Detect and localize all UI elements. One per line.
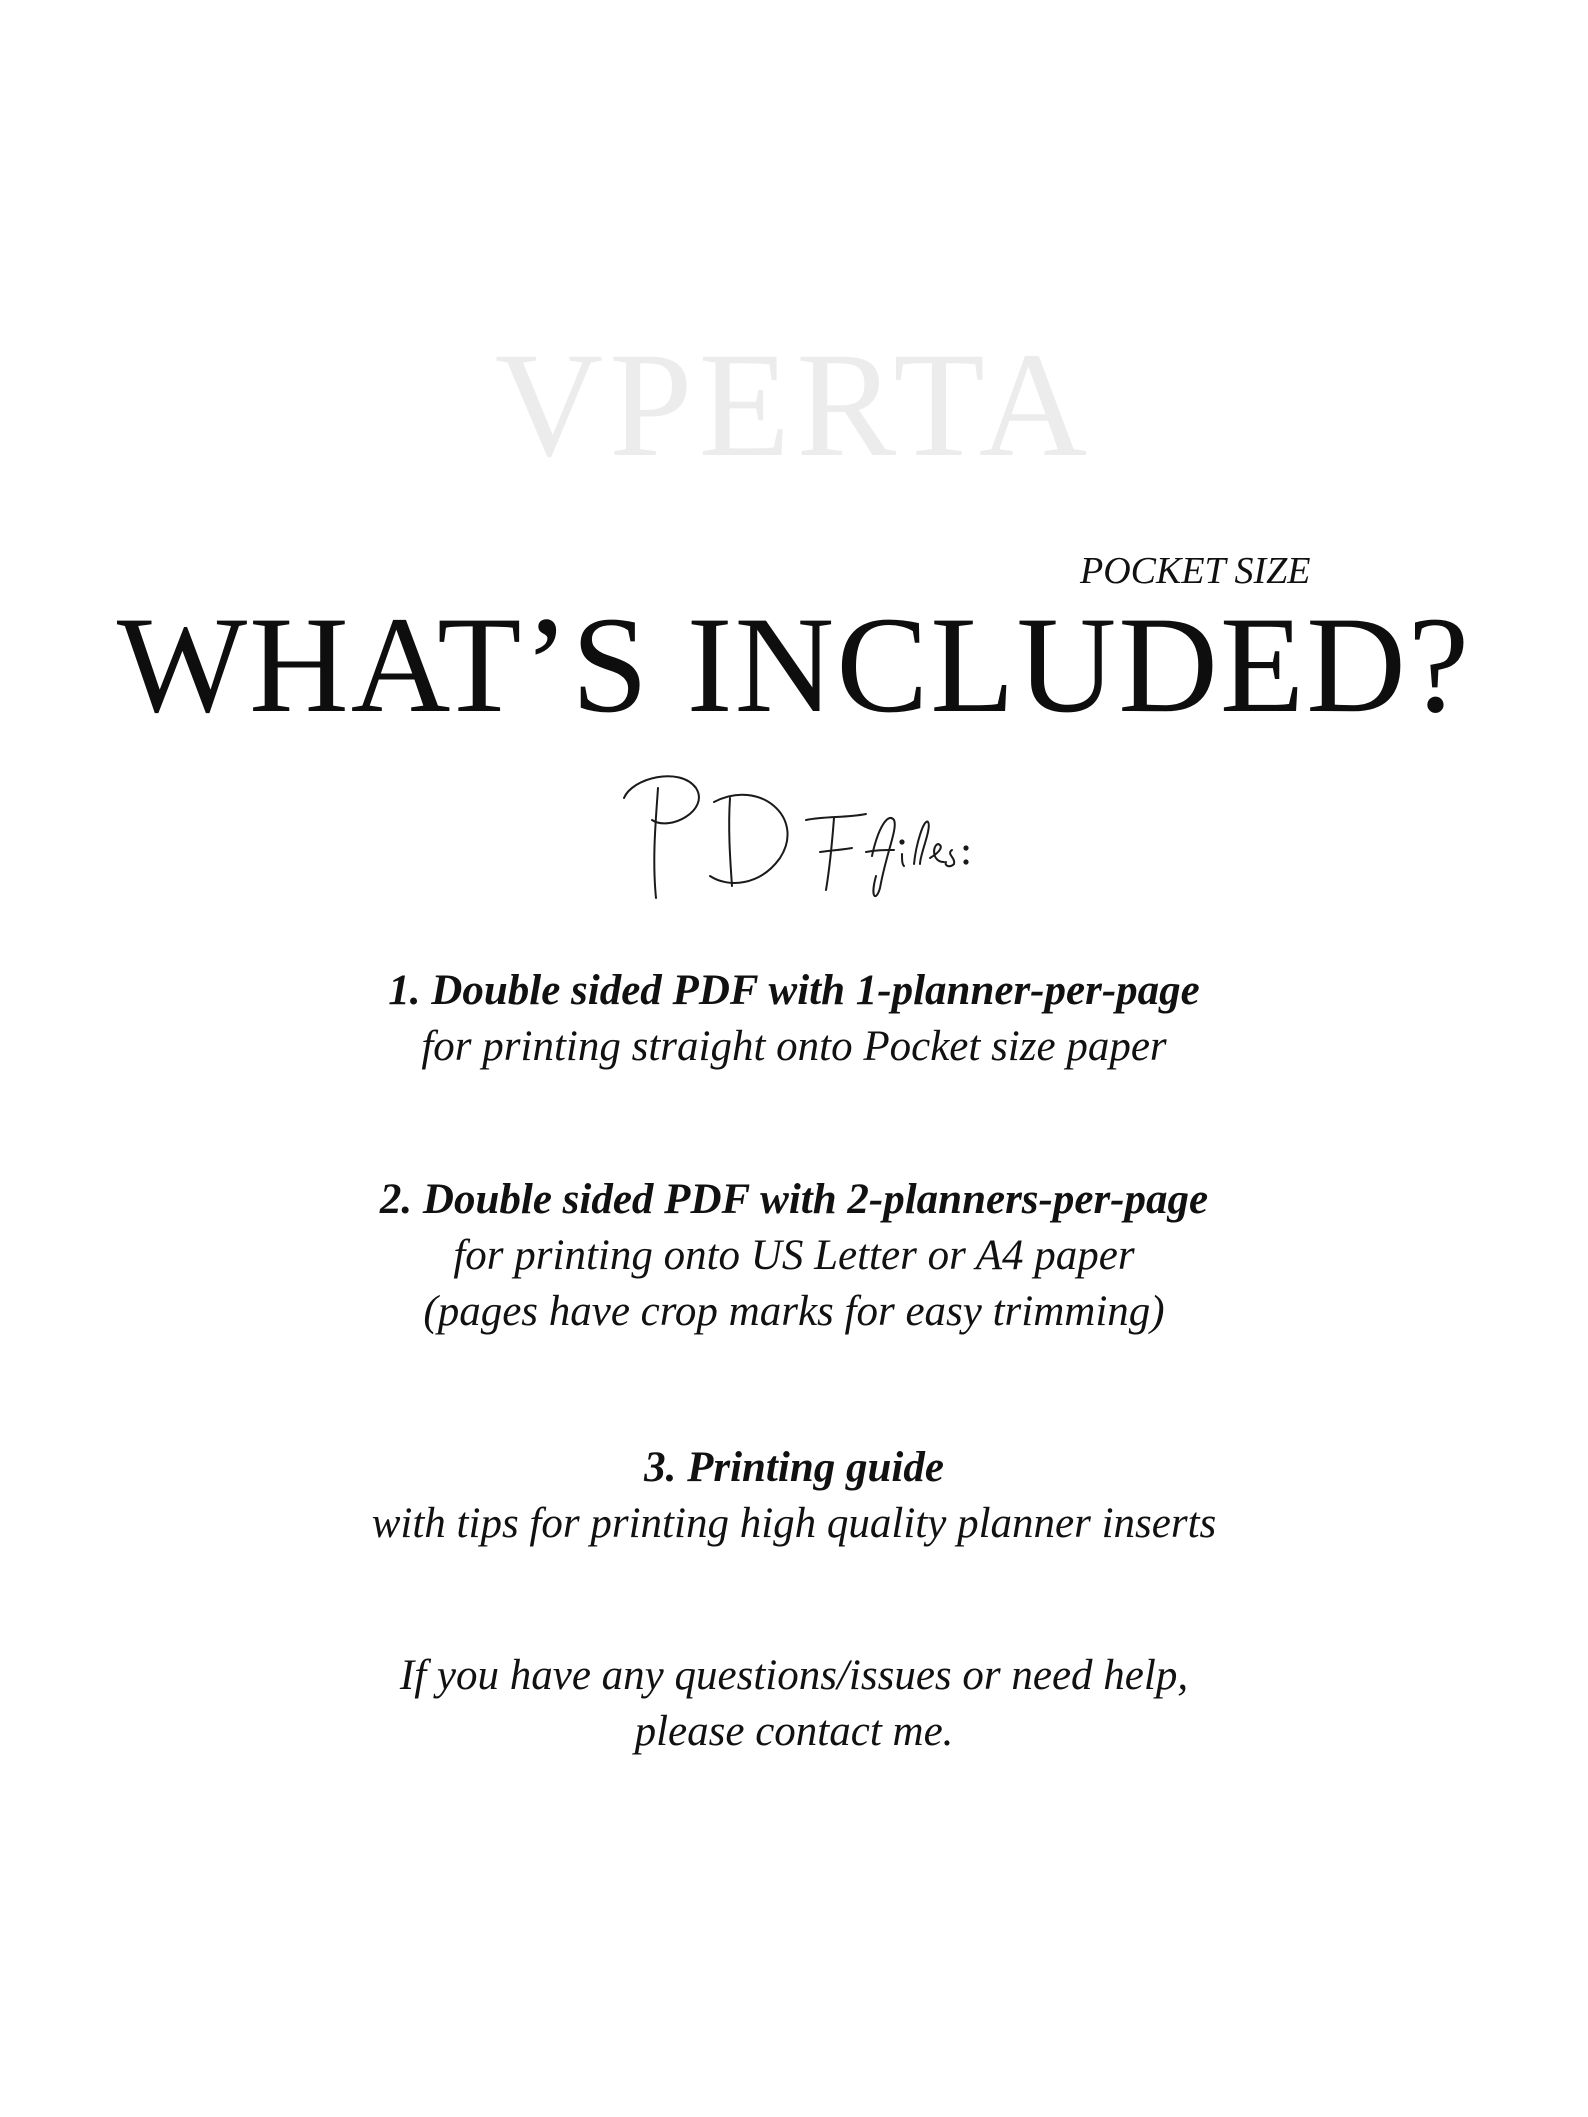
item-2-line-1: for printing onto US Letter or A4 paper — [453, 1232, 1135, 1279]
size-subtitle: POCKET SIZE — [1080, 550, 1311, 592]
included-item-1 — [0, 963, 1588, 1075]
item-1-heading: 1. Double sided PDF with 1-planner-per-page — [388, 967, 1200, 1014]
contact-line-1: If you have any questions/issues or need help, — [399, 1652, 1189, 1699]
page-title: WHAT’S INCLUDED? — [116, 588, 1472, 741]
pdf-files-script-heading — [610, 758, 990, 908]
brand-watermark: VPERTA — [494, 322, 1094, 488]
item-1-line-1: for printing straight onto Pocket size paper — [421, 1023, 1167, 1070]
item-2-line-2: (pages have crop marks for easy trimming) — [423, 1288, 1165, 1335]
contact-line-2: please contact me. — [634, 1708, 954, 1755]
included-item-3 — [0, 1440, 1588, 1552]
contact-note — [0, 1648, 1588, 1760]
item-3-line-1: with tips for printing high quality planner inserts — [371, 1500, 1217, 1547]
item-3-heading: 3. Printing guide — [644, 1444, 944, 1491]
included-item-2 — [0, 1172, 1588, 1340]
item-2-heading: 2. Double sided PDF with 2-planners-per-page — [379, 1176, 1209, 1223]
